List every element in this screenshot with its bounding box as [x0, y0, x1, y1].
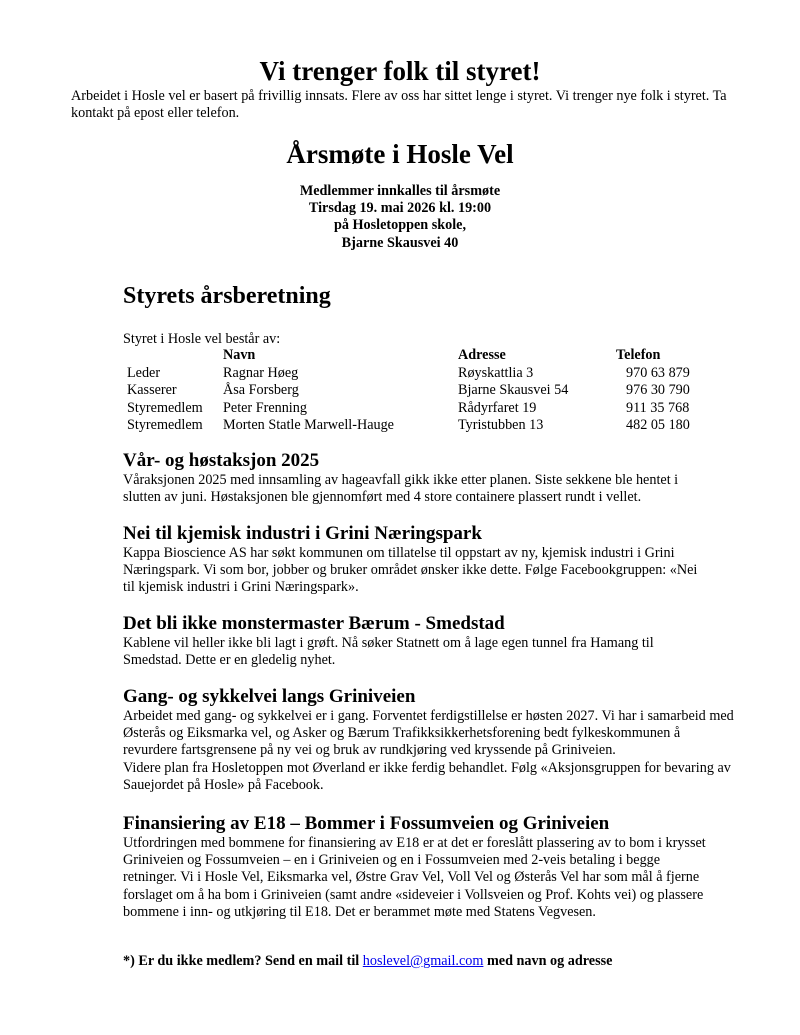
member-phone: 976 30 790: [626, 382, 690, 398]
meeting-line: på Hosletoppen skole,: [333, 217, 467, 234]
section-paragraph: Kablene vil heller ikke bli lagt i grøft. Nå søker Statnett om å lage egen tunnel fra Hamang til Smedstad. Dette er en gledelig nyhet.: [123, 635, 654, 669]
column-address: Adresse: [458, 347, 506, 363]
column-phone: Telefon: [616, 347, 661, 363]
table-row: [123, 382, 716, 400]
member-name: Ragnar Høeg: [223, 364, 299, 381]
section-chemical-industry: [123, 523, 708, 597]
recruit-text: Arbeidet i Hosle vel er basert på frivillig innsats. Flere av oss har sittet lenge i styret. Vi trenger nye folk i styret. Ta kontakt på epost eller telefon.: [71, 88, 727, 122]
meeting-title: Årsmøte i Hosle Vel: [286, 139, 514, 169]
member-role: Leder: [127, 364, 161, 381]
section-title: Det bli ikke monstermaster Bærum - Smedstad: [123, 613, 505, 634]
member-phone: 911 35 768: [626, 399, 690, 416]
member-role: Styremedlem: [127, 399, 203, 416]
meeting-line: Medlemmer innkalles til årsmøte: [299, 183, 501, 199]
meeting-line: Tirsdag 19. mai 2026 kl. 19:00: [308, 200, 492, 217]
column-name: Navn: [223, 347, 256, 363]
table-row: [123, 400, 716, 418]
member-phone: 970 63 879: [626, 364, 690, 381]
membership-footer: [123, 953, 612, 970]
section-paragraph: Arbeidet med gang- og sykkelvei er i gang. Forventet ferdigstillelse er høsten 2027. Vi har i samarbeid med Østerås og Eiksmarka vel, og Asker og Bærum Trafikksikkerhetsforening bedt fylkeskommunen å revurdere fartsgrensene på ny vei og bruk av rundkjøring ved kryssende på Griniveien.: [123, 708, 734, 759]
report-title: Styrets årsberetning: [123, 283, 331, 309]
section-paragraph: Utfordringen med bommene for finansiering av E18 er at det er foreslått plassering av to bom i krysset Griniveien og Fossumveien – en i Griniveien og en i Fossumveien med 2-veis betaling i begge retninger. Vi i Hosle Vel, Eiksmarka vel, Østre Grav Vel, Voll Vel og Østerås Vel har som mål å fjerne forslaget om å ha bom i Griniveien (samt andre «sideveier i Vollsveien og Prof. Kohts vei) og plassere bommene i inn- og utkjøring til E18. Det er berammet møte med Statens Vegvesen.: [123, 835, 706, 920]
member-address: Rådyrfaret 19: [458, 399, 537, 416]
member-name: Morten Statle Marwell-Hauge: [223, 417, 394, 433]
section-power-masts: [123, 613, 708, 669]
board-table-header: [123, 347, 716, 365]
section-paragraph: Våraksjonen 2025 med innsamling av hageavfall gikk ikke etter planen. Siste sekkene ble hentet i slutten av juni. Høstaksjonen ble gjennomført med 4 store containere plassert rundt i vellet.: [123, 472, 679, 506]
recruit-title: Vi trenger folk til styret!: [259, 56, 541, 86]
member-role: Kasserer: [127, 382, 177, 398]
section-title: Nei til kjemisk industri i Grini Næringspark: [123, 523, 482, 544]
section-paragraph: Videre plan fra Hosletoppen mot Øverland er ikke ferdig behandlet. Følg «Aksjonsgruppen for bevaring av Sauejordet på Hosle» på Facebook.: [123, 759, 731, 793]
table-row: [123, 365, 716, 383]
board-table: [123, 347, 716, 435]
report-intro: Styret i Hosle vel består av:: [123, 331, 281, 347]
member-name: Åsa Forsberg: [223, 382, 299, 398]
meeting-details: [0, 183, 800, 252]
member-address: Tyristubben 13: [458, 417, 544, 433]
table-row: [123, 417, 716, 435]
section-title: Finansiering av E18 – Bommer i Fossumveien og Griniveien: [123, 813, 610, 834]
section-title: Vår- og høstaksjon 2025: [123, 450, 320, 471]
email-link[interactable]: hoslevel@gmail.com: [362, 953, 484, 969]
member-address: Bjarne Skausvei 54: [458, 382, 569, 398]
footer-prefix: *) Er du ikke medlem? Send en mail til: [123, 953, 360, 969]
section-autumn-spring: [123, 450, 708, 506]
section-cycle-path: [123, 686, 738, 794]
meeting-line: Bjarne Skausvei 40: [341, 234, 459, 251]
section-title: Gang- og sykkelvei langs Griniveien: [123, 686, 416, 707]
member-role: Styremedlem: [127, 417, 203, 433]
member-name: Peter Frenning: [223, 399, 307, 416]
member-address: Røyskattlia 3: [458, 364, 534, 381]
member-phone: 482 05 180: [626, 417, 690, 433]
footer-suffix: med navn og adresse: [486, 953, 613, 969]
section-paragraph: Kappa Bioscience AS har søkt kommunen om tillatelse til oppstart av ny, kjemisk industri i Grini Næringspark. Vi som bor, jobber og bruker området ønsker ikke dette. Følge Facebookgruppen: «Nei til kjemisk industri i Grini Næringspark».: [123, 545, 698, 596]
section-e18-tolls: [123, 813, 708, 921]
